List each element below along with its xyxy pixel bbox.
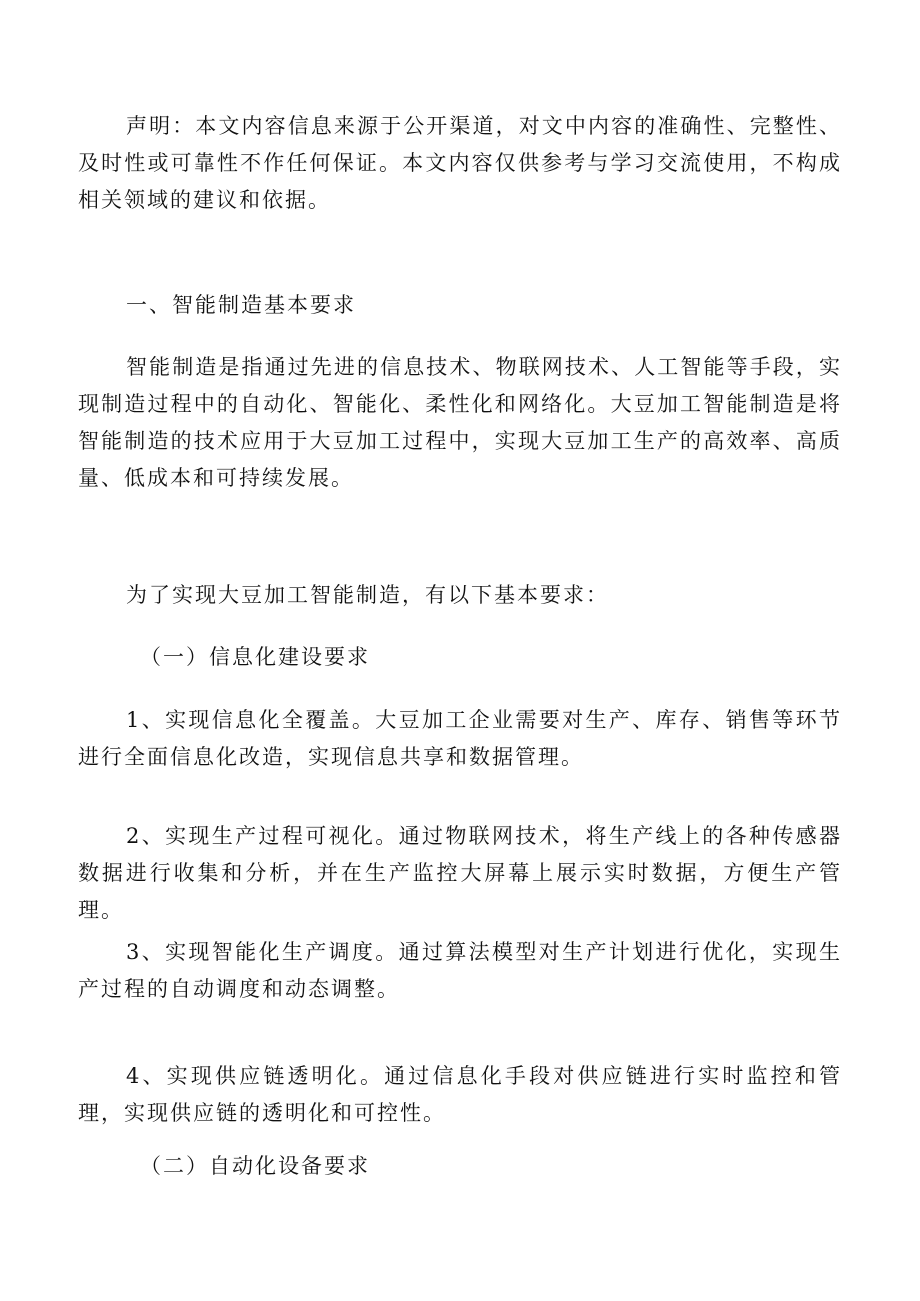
subsection-heading-informatization: （一）信息化建设要求	[140, 645, 370, 669]
section-heading-intelligent-manufacturing: 一、智能制造基本要求	[126, 293, 356, 317]
disclaimer-paragraph: 声明：本文内容信息来源于公开渠道，对文中内容的准确性、完整性、及时性或可靠性不作任何保证。本文内容仅供参考与学习交流使用，不构成相关领域的建议和依据。	[78, 114, 842, 212]
requirements-lead-paragraph: 为了实现大豆加工智能制造，有以下基本要求：	[126, 583, 609, 607]
requirement-item-2: 2、实现生产过程可视化。通过物联网技术，将生产线上的各种传感器数据进行收集和分析，并在生产监控大屏幕上展示实时数据，方便生产管理。	[78, 824, 842, 922]
subsection-heading-automation-equipment: （二）自动化设备要求	[140, 1154, 370, 1178]
requirement-item-3: 3、实现智能化生产调度。通过算法模型对生产计划进行优化，实现生产过程的自动调度和动态调整。	[78, 940, 842, 1001]
requirement-item-4: 4、实现供应链透明化。通过信息化手段对供应链进行实时监控和管理，实现供应链的透明化和可控性。	[78, 1064, 842, 1125]
intro-paragraph: 智能制造是指通过先进的信息技术、物联网技术、人工智能等手段，实现制造过程中的自动化、智能化、柔性化和网络化。大豆加工智能制造是将智能制造的技术应用于大豆加工过程中，实现大豆加工生产的高效率、高质量、低成本和可持续发展。	[78, 355, 842, 490]
requirement-item-1: 1、实现信息化全覆盖。大豆加工企业需要对生产、库存、销售等环节进行全面信息化改造，实现信息共享和数据管理。	[78, 708, 842, 769]
